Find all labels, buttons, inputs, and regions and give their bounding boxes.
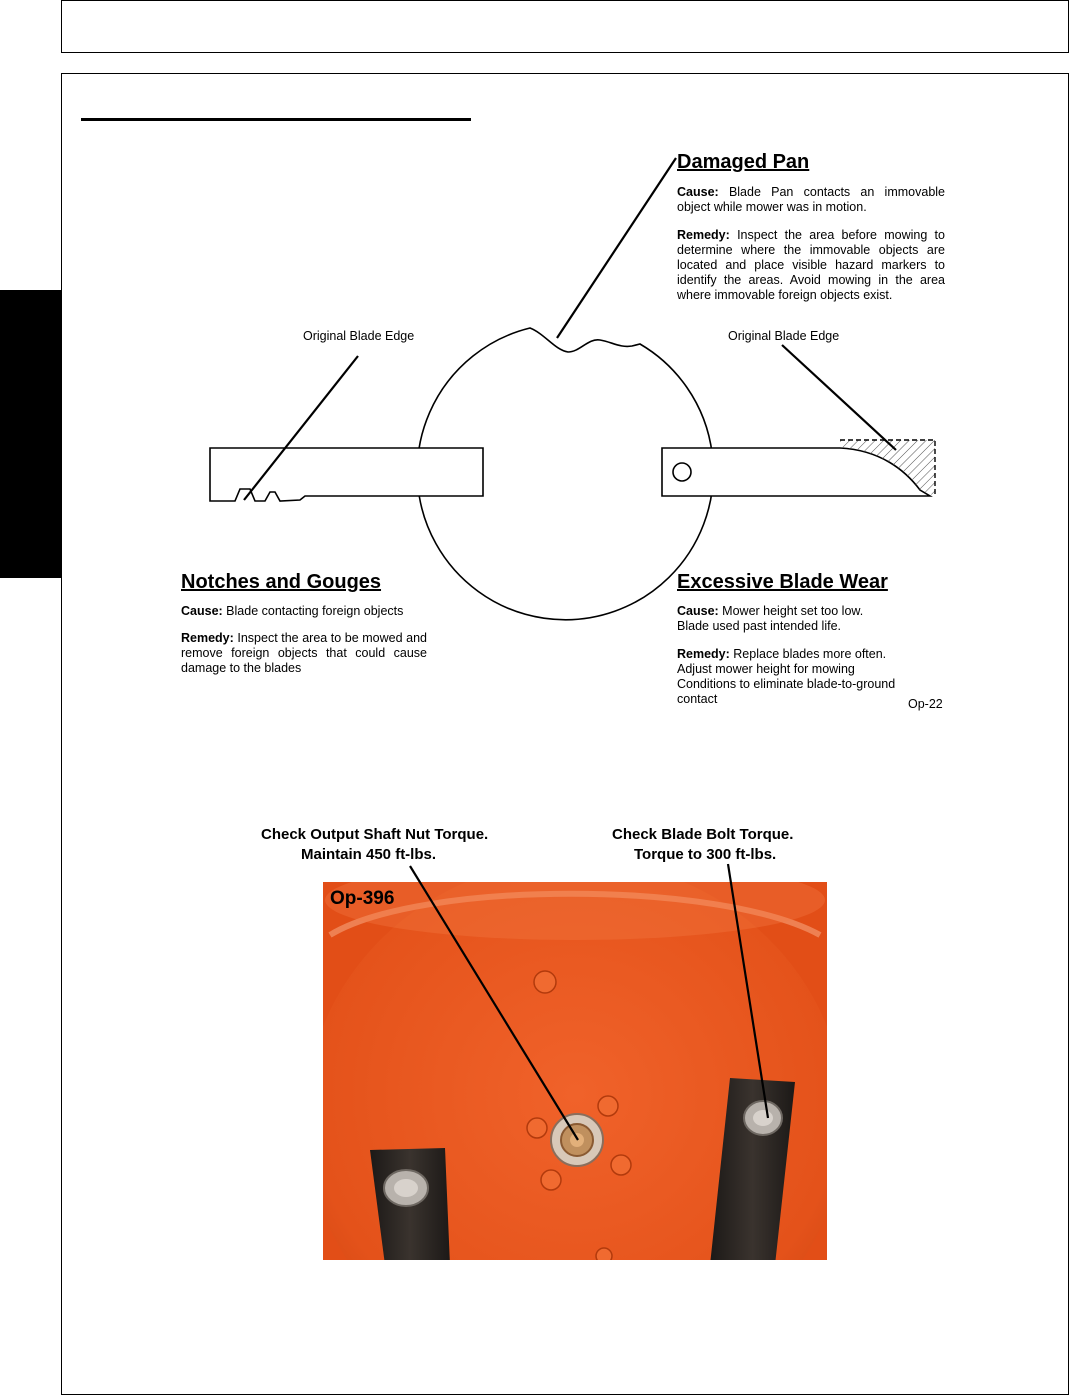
shaft-nut-callout-line2: Maintain 450 ft-lbs.	[301, 846, 437, 863]
remedy-text: Inspect the area to be mowed and remove foreign objects that could cause damage to the blades	[181, 631, 427, 675]
diagram-figure-id: Op-22	[908, 697, 943, 711]
blade-wear-heading: Excessive Blade Wear	[677, 571, 888, 593]
cause-label: Cause:	[181, 604, 223, 618]
cause-text: Mower height set too low. Blade used past intended life.	[677, 604, 864, 633]
left-blade-edge-label: Original Blade Edge	[303, 329, 415, 343]
right-blade-edge-label: Original Blade Edge	[728, 329, 840, 343]
shaft-nut-callout-line1: Check Output Shaft Nut Torque.	[261, 826, 489, 843]
blade-bolt-callout-line1: Check Blade Bolt Torque.	[612, 826, 794, 843]
cause-label: Cause:	[677, 185, 719, 199]
cause-label: Cause:	[677, 604, 719, 618]
photo-figure-id: Op-396	[330, 888, 395, 909]
remedy-text: Inspect the area before mowing to determine where the immovable objects are located and place visible hazard markers to identify the areas. Avoid mowing in the area where immovable foreign objects exist.	[677, 228, 945, 302]
notches-heading: Notches and Gouges	[181, 571, 382, 593]
remedy-label: Remedy:	[677, 228, 730, 242]
damaged-pan-heading: Damaged Pan	[677, 151, 810, 173]
remedy-text: Replace blades more often. Adjust mower height for mowing Conditions to eliminate blade-to-ground contact	[677, 647, 896, 706]
blade-bolt-callout-line2: Torque to 300 ft-lbs.	[634, 846, 777, 863]
remedy-label: Remedy:	[677, 647, 730, 661]
cause-text: Blade Pan contacts an immovable object while mower was in motion.	[677, 185, 945, 214]
cause-text: Blade contacting foreign objects	[226, 604, 404, 618]
remedy-label: Remedy:	[181, 631, 234, 645]
